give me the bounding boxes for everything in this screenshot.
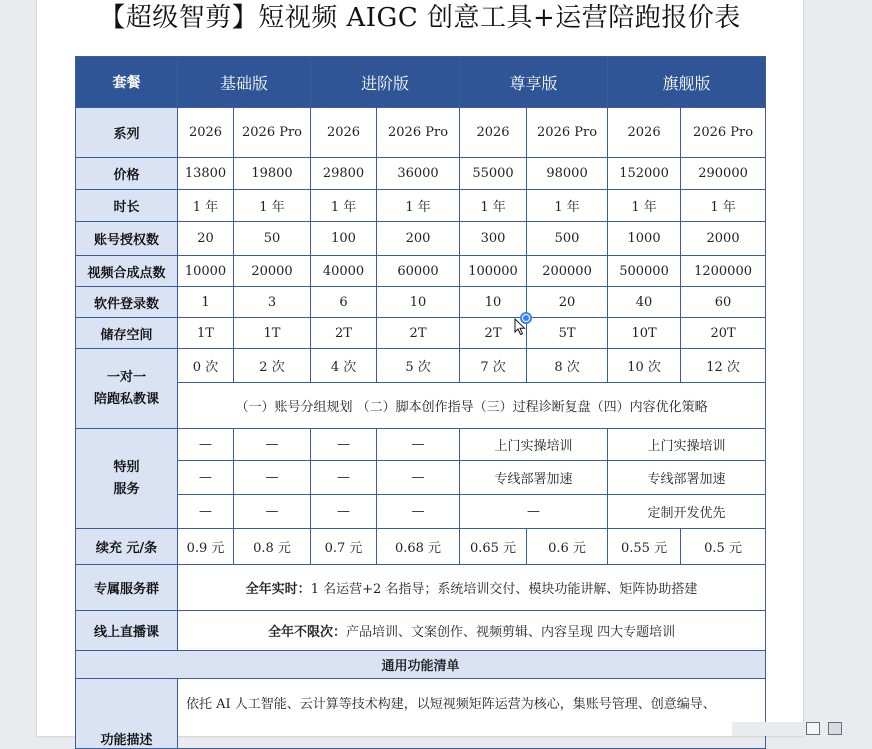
row-label: 价格 bbox=[76, 158, 178, 190]
table-cell: 290000 bbox=[681, 158, 766, 190]
table-cell: 20T bbox=[681, 318, 766, 349]
service-group-prefix: 全年实时： bbox=[245, 582, 311, 597]
table-cell: 2T bbox=[311, 318, 377, 349]
table-cell: 1 年 bbox=[527, 190, 608, 222]
table-cell: 1 年 bbox=[460, 190, 527, 222]
dash-cell: — bbox=[311, 461, 377, 495]
live-course-prefix: 全年不限次： bbox=[267, 625, 346, 640]
table-cell: 10 bbox=[460, 287, 527, 318]
table-cell: 5 次 bbox=[377, 349, 460, 383]
table-cell: 1 年 bbox=[178, 190, 234, 222]
row-label: 账号授权数 bbox=[76, 222, 178, 256]
row-label: 续充 元/条 bbox=[76, 529, 178, 565]
table-cell: 40 bbox=[608, 287, 681, 318]
table-cell: 0.5 元 bbox=[681, 529, 766, 565]
table-cell: 0.6 元 bbox=[527, 529, 608, 565]
table-cell: 0.9 元 bbox=[178, 529, 234, 565]
table-cell: 0.65 元 bbox=[460, 529, 527, 565]
table-cell: 29800 bbox=[311, 158, 377, 190]
status-bar bbox=[732, 722, 872, 736]
table-cell: 2T bbox=[377, 318, 460, 349]
table-cell: 60000 bbox=[377, 256, 460, 287]
dash-cell: — bbox=[311, 495, 377, 529]
table-cell: 2 次 bbox=[234, 349, 311, 383]
table-cell: 定制开发优先 bbox=[608, 495, 766, 529]
live-course-text: 产品培训、文案创作、视频剪辑、内容呈现 四大专题培训 bbox=[345, 625, 676, 640]
table-cell: 专线部署加速 bbox=[608, 461, 766, 495]
table-cell: 10 次 bbox=[608, 349, 681, 383]
coaching-row bbox=[76, 349, 766, 383]
header-tier-premium: 尊享版 bbox=[460, 57, 608, 108]
table-cell: 2026 Pro bbox=[681, 108, 766, 158]
points-row bbox=[76, 256, 766, 287]
table-cell: 200 bbox=[377, 222, 460, 256]
table-cell: 10T bbox=[608, 318, 681, 349]
table-cell: 20000 bbox=[234, 256, 311, 287]
table-cell: 60 bbox=[681, 287, 766, 318]
table-cell: 200000 bbox=[527, 256, 608, 287]
document-page bbox=[37, 0, 803, 748]
row-label-coaching bbox=[76, 349, 178, 429]
row-label: 专属服务群 bbox=[76, 565, 178, 611]
table-cell: 2026 bbox=[311, 108, 377, 158]
dash-cell: — bbox=[234, 429, 311, 461]
table-cell: 1 年 bbox=[234, 190, 311, 222]
series-row bbox=[76, 108, 766, 158]
table-cell: 13800 bbox=[178, 158, 234, 190]
special-row-1 bbox=[76, 429, 766, 461]
features-section-row bbox=[76, 651, 766, 679]
live-course-content bbox=[178, 611, 766, 651]
row-label: 视频合成点数 bbox=[76, 256, 178, 287]
features-section-title: 通用功能清单 bbox=[76, 651, 766, 679]
table-cell: 98000 bbox=[527, 158, 608, 190]
row-label: 储存空间 bbox=[76, 318, 178, 349]
table-cell: 1 年 bbox=[311, 190, 377, 222]
table-cell: 300 bbox=[460, 222, 527, 256]
table-cell: 2026 Pro bbox=[234, 108, 311, 158]
row-label: 系列 bbox=[76, 108, 178, 158]
dash-cell: — bbox=[311, 429, 377, 461]
header-tier-basic: 基础版 bbox=[178, 57, 311, 108]
table-cell: 500000 bbox=[608, 256, 681, 287]
table-cell: 1T bbox=[178, 318, 234, 349]
table-cell: 2T bbox=[460, 318, 527, 349]
table-cell: 1 bbox=[178, 287, 234, 318]
feature-desc-content: 依托 AI 人工智能、云计算等技术构建，以短视频矩阵运营为核心，集账号管理、创意编导、 bbox=[178, 679, 766, 749]
special-row-3 bbox=[76, 495, 766, 529]
row-label-line: 特别 bbox=[113, 459, 140, 475]
table-cell: 0.68 元 bbox=[377, 529, 460, 565]
table-cell: 专线部署加速 bbox=[460, 461, 608, 495]
service-group-text: 1 名运营+2 名指导；系统培训交付、模块功能讲解、矩阵协助搭建 bbox=[310, 582, 698, 597]
dash-cell: — bbox=[178, 429, 234, 461]
dash-cell: — bbox=[377, 495, 460, 529]
table-cell: 7 次 bbox=[460, 349, 527, 383]
table-cell: 152000 bbox=[608, 158, 681, 190]
table-cell: 8 次 bbox=[527, 349, 608, 383]
table-cell: 1000 bbox=[608, 222, 681, 256]
coaching-content: （一）账号分组规划 （二）脚本创作指导（三）过程诊断复盘（四）内容优化策略 bbox=[178, 383, 766, 429]
price-row bbox=[76, 158, 766, 190]
table-cell: 4 次 bbox=[311, 349, 377, 383]
row-label: 时长 bbox=[76, 190, 178, 222]
special-row-2 bbox=[76, 461, 766, 495]
recharge-row bbox=[76, 529, 766, 565]
table-cell: 2026 bbox=[608, 108, 681, 158]
dash-cell: — bbox=[377, 429, 460, 461]
coaching-content-row bbox=[76, 383, 766, 429]
table-cell: 10000 bbox=[178, 256, 234, 287]
table-cell: 0.55 元 bbox=[608, 529, 681, 565]
logins-row bbox=[76, 287, 766, 318]
table-cell: 1 年 bbox=[608, 190, 681, 222]
accounts-row bbox=[76, 222, 766, 256]
live-course-row bbox=[76, 611, 766, 651]
table-cell: 55000 bbox=[460, 158, 527, 190]
header-tier-flagship: 旗舰版 bbox=[608, 57, 766, 108]
table-cell: 上门实操培训 bbox=[608, 429, 766, 461]
dash-cell: — bbox=[234, 461, 311, 495]
price-table bbox=[75, 56, 766, 749]
dash-cell: — bbox=[178, 461, 234, 495]
duration-row bbox=[76, 190, 766, 222]
table-cell: 40000 bbox=[311, 256, 377, 287]
table-cell: 上门实操培训 bbox=[460, 429, 608, 461]
table-cell: 20 bbox=[178, 222, 234, 256]
table-cell: 3 bbox=[234, 287, 311, 318]
header-package: 套餐 bbox=[76, 57, 178, 108]
table-cell: 100000 bbox=[460, 256, 527, 287]
table-cell: 100 bbox=[311, 222, 377, 256]
service-group-row bbox=[76, 565, 766, 611]
row-label-special bbox=[76, 429, 178, 529]
table-cell: 20 bbox=[527, 287, 608, 318]
row-label-line: 服务 bbox=[113, 481, 140, 497]
table-cell: 2026 bbox=[460, 108, 527, 158]
table-cell: 36000 bbox=[377, 158, 460, 190]
row-label: 功能描述 bbox=[76, 679, 178, 749]
table-cell: 1200000 bbox=[681, 256, 766, 287]
table-cell: 50 bbox=[234, 222, 311, 256]
document-title: 【超级智剪】短视频 AIGC 创意工具+运营陪跑报价表 bbox=[99, 3, 741, 33]
storage-row bbox=[76, 318, 766, 349]
table-cell: 10 bbox=[377, 287, 460, 318]
table-cell: 500 bbox=[527, 222, 608, 256]
click-target-dot bbox=[523, 315, 529, 321]
row-label: 软件登录数 bbox=[76, 287, 178, 318]
table-cell: 2026 Pro bbox=[527, 108, 608, 158]
dash-cell: — bbox=[178, 495, 234, 529]
dash-cell: — bbox=[234, 495, 311, 529]
dash-cell: — bbox=[377, 461, 460, 495]
header-tier-advanced: 进阶版 bbox=[311, 57, 460, 108]
row-label-line: 陪跑私教课 bbox=[93, 391, 159, 407]
service-group-content bbox=[178, 565, 766, 611]
feature-desc-row bbox=[76, 679, 766, 749]
table-cell: 1 年 bbox=[377, 190, 460, 222]
table-cell: 1 年 bbox=[681, 190, 766, 222]
table-cell: 12 次 bbox=[681, 349, 766, 383]
layout-view-icon[interactable] bbox=[828, 722, 842, 735]
table-cell: 0.8 元 bbox=[234, 529, 311, 565]
table-cell: 0 次 bbox=[178, 349, 234, 383]
header-row bbox=[76, 57, 766, 108]
table-cell: 6 bbox=[311, 287, 377, 318]
table-cell: 0.7 元 bbox=[311, 529, 377, 565]
table-cell: 5T bbox=[527, 318, 608, 349]
table-cell: 2000 bbox=[681, 222, 766, 256]
dash-cell: — bbox=[460, 495, 608, 529]
table-cell: 1T bbox=[234, 318, 311, 349]
row-label: 线上直播课 bbox=[76, 611, 178, 651]
table-cell: 19800 bbox=[234, 158, 311, 190]
table-cell: 2026 bbox=[178, 108, 234, 158]
table-cell: 2026 Pro bbox=[377, 108, 460, 158]
page-view-icon[interactable] bbox=[806, 722, 820, 735]
row-label-line: 一对一 bbox=[106, 369, 146, 385]
